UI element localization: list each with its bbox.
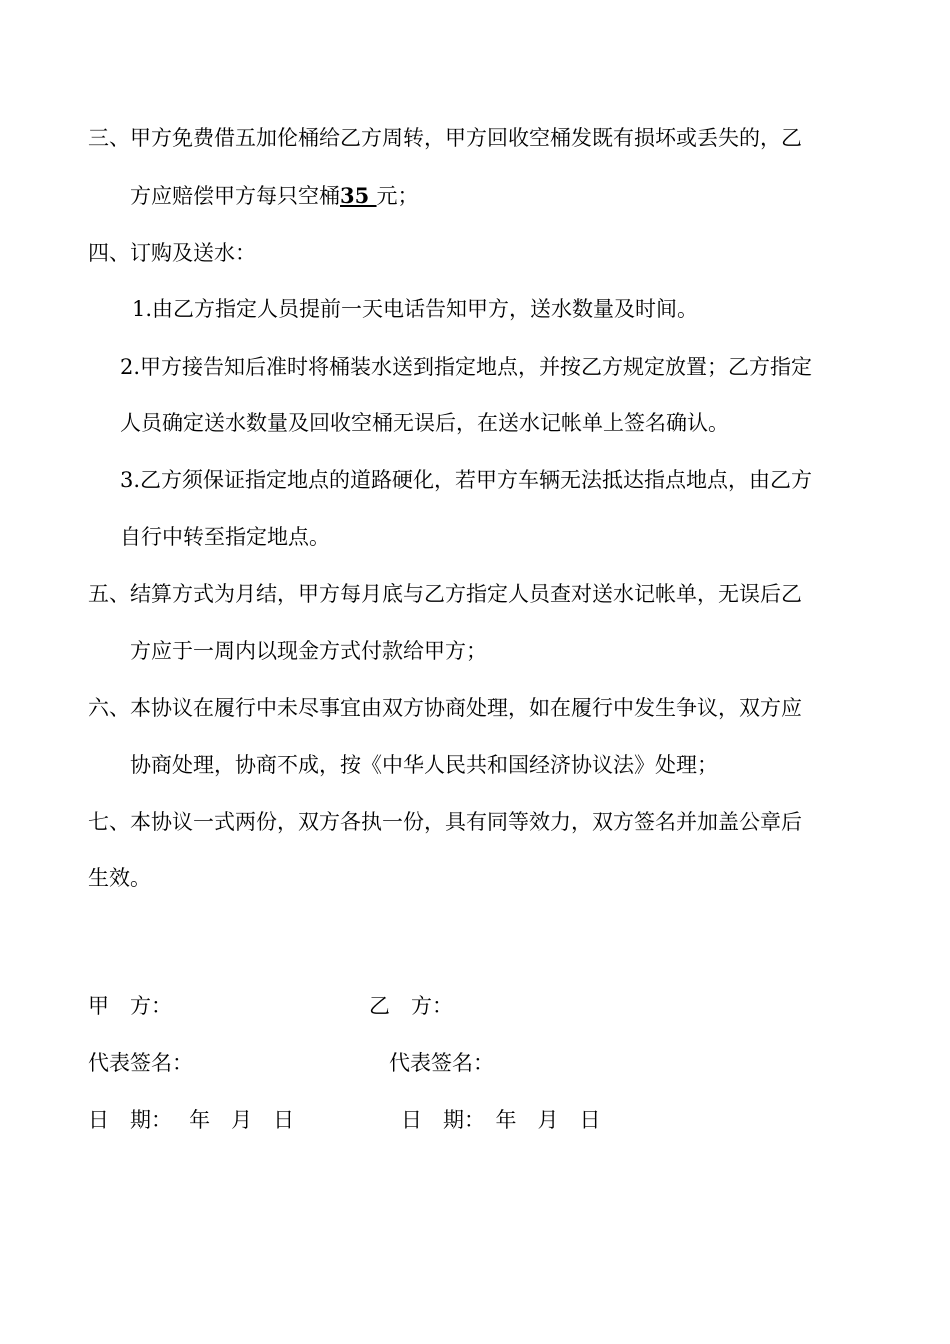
date-b-label: 日 期： 年 月 日 [401, 1108, 601, 1132]
date-a-label: 日 期： 年 月 日 [88, 1108, 295, 1132]
party-a-label: 甲 方： [88, 994, 172, 1018]
compensation-amount: 35 [340, 183, 377, 208]
clause-6-line-2: 协商处理，协商不成，按《中华人民共和国经济协议法》处理； [130, 753, 718, 777]
clause-4-title: 四、订购及送水： [88, 241, 256, 265]
clause-4-item-1: 1.由乙方指定人员提前一天电话告知甲方，送水数量及时间。 [132, 297, 699, 321]
representative-a-signature-label: 代表签名： [88, 1051, 193, 1075]
clause-5-line-1: 五、结算方式为月结，甲方每月底与乙方指定人员查对送水记帐单，无误后乙 [88, 582, 802, 606]
clause-6-line-1: 六、本协议在履行中未尽事宜由双方协商处理，如在履行中发生争议，双方应 [88, 696, 802, 720]
clause-3-text: 方应赔偿甲方每只空桶 [130, 184, 340, 208]
representative-b-signature-label: 代表签名： [389, 1051, 494, 1075]
clause-4-item-2-line-2: 人员确定送水数量及回收空桶无误后，在送水记帐单上签名确认。 [120, 411, 729, 435]
clause-3-line-1: 三、甲方免费借五加伦桶给乙方周转，甲方回收空桶发既有损坏或丢失的，乙 [88, 126, 802, 150]
clause-4-item-3-line-1: 3.乙方须保证指定地点的道路硬化，若甲方车辆无法抵达指点地点，由乙方 [120, 468, 813, 492]
clause-7-line-1: 七、本协议一式两份，双方各执一份，具有同等效力，双方签名并加盖公章后 [88, 810, 802, 834]
clause-7-line-2: 生效。 [88, 866, 151, 890]
clause-3-unit: 元； [376, 184, 419, 208]
clause-4-item-3-line-2: 自行中转至指定地点。 [120, 525, 330, 549]
clause-5-line-2: 方应于一周内以现金方式付款给甲方； [130, 639, 487, 663]
clause-4-item-2-line-1: 2.甲方接告知后准时将桶装水送到指定地点，并按乙方规定放置；乙方指定 [120, 355, 813, 379]
party-b-label: 乙 方： [369, 994, 453, 1018]
clause-3-line-2 [130, 185, 419, 207]
